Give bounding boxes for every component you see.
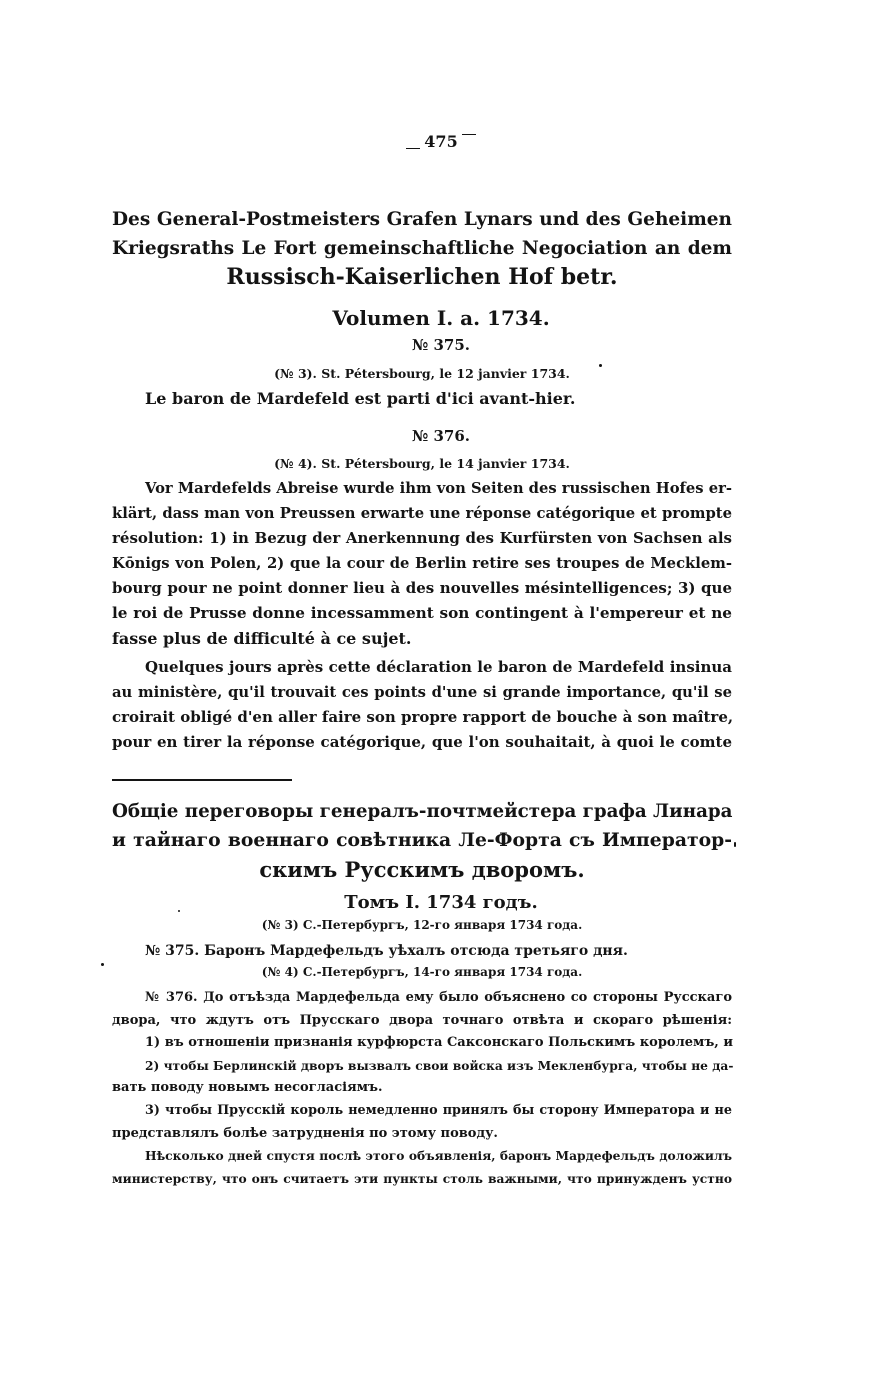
section-divider [112,779,292,781]
paragraph-line: 2) чтобы Берлинскій дворъ вызвалъ свои войска изъ Мекленбурга, чтобы не да- [145,1057,734,1073]
paragraph-line: вать поводу новымъ несогласіямъ. [112,1080,383,1096]
paragraph-line: Vor Mardefelds Abreise wurde ihm von Seiten des russischen Hofes er- [145,480,732,497]
german-doc-376-paragraph-1 [112,476,732,651]
russian-volume: Томъ I. 1734 годъ. [344,892,538,913]
paragraph-line: представлялъ болѣе затрудненія по этому поводу. [112,1125,498,1141]
german-doc-376-paragraph-2 [112,655,732,755]
german-title-line: Des General-Postmeisters Grafen Lynars und des Geheimen [112,209,732,230]
paragraph-line: klärt, dass man von Preussen erwarte une réponse catégorique et prompte [112,505,732,522]
page-number-dash-right [462,134,476,136]
print-speck [734,842,736,847]
page-number-text: 475 [424,132,458,151]
german-title [112,205,732,292]
paragraph-line: 3) чтобы Прусскій король немедленно принялъ бы сторону Императора и не [145,1102,732,1118]
page-number [0,132,882,151]
german-doc-number-376: № 376. [411,427,471,445]
print-speck [599,364,602,367]
russian-doc-375-header: (№ 3) С.-Петербургъ, 12-го января 1734 года. [261,918,583,932]
print-speck [101,963,104,966]
paragraph-line: министерству, что онъ считаетъ эти пункты столь важными, что принужденъ устно [112,1170,732,1186]
paragraph-line: croirait obligé d'en aller faire son propre rapport de bouche à son maître, [112,708,734,726]
paragraph-line: bourg pour ne point donner lieu à des nouvelles mésintelligences; 3) que [112,579,732,597]
russian-doc-376-text [112,987,732,1190]
german-doc-number-375: № 375. [411,336,471,354]
russian-doc-375-text [112,940,732,963]
paragraph-line: 1) въ отношеніи признанія курфюрста Саксонскаго Польскимъ королемъ, и [145,1035,733,1051]
russian-title-line: и тайнаго военнаго совѣтника Ле-Форта съ Император- [112,829,732,851]
russian-doc-375-line: № 375. Баронъ Мардефельдъ уѣхалъ отсюда третьяго дня. [145,943,628,959]
german-volume: Volumen I. a. 1734. [332,306,550,330]
russian-title-line: скимъ Русскимъ дворомъ. [259,857,585,882]
paragraph-line: Нѣсколько дней спустя послѣ этого объявленія, баронъ Мардефельдъ доложилъ [145,1148,732,1164]
german-doc-376-header: (№ 4). St. Pétersbourg, le 14 janvier 1734. [274,456,570,471]
paragraph-line: Quelques jours après cette déclaration le baron de Mardefeld insinua [145,658,732,676]
page-number-dash-left [406,148,420,150]
paragraph-line: fasse plus de difficulté à ce sujet. [112,629,412,648]
paragraph-line: № 376. До отъѣзда Мардефельда ему было объяснено со стороны Русскаго [145,990,732,1005]
russian-title-line: Общіе переговоры генералъ-почтмейстера графа Линара [112,801,733,822]
russian-doc-376-header: (№ 4) С.-Петербургъ, 14-го января 1734 года. [261,965,583,979]
paragraph-line: Kōnigs von Polen, 2) que la cour de Berlin retire ses troupes de Mecklem- [112,555,732,572]
paragraph-line: le roi de Prusse donne incessamment son contingent à l'empereur et ne [112,604,732,622]
german-title-line: Russisch-Kaiserlichen Hof betr. [226,264,618,290]
german-doc-375-header: (№ 3). St. Pétersbourg, le 12 janvier 1734. [274,366,570,381]
paragraph-line: résolution: 1) in Bezug der Anerkennung des Kurfürsten von Sachsen als [112,529,732,547]
german-title-line: Kriegsraths Le Fort gemeinschaftliche Negociation an dem [112,238,732,259]
paragraph-line: au ministère, qu'il trouvait ces points d'une si grande importance, qu'il se [112,684,732,701]
german-doc-375-line: Le baron de Mardefeld est parti d'ici avant-hier. [145,389,576,408]
paragraph-line: pour en tirer la réponse catégorique, que l'on souhaitait, à quoi le comte [112,733,732,751]
german-doc-375-text [112,386,732,411]
print-speck [178,910,180,912]
russian-title [112,797,732,884]
paragraph-line: двора, что ждутъ отъ Прусскаго двора точнаго отвѣта и скораго рѣшенія: [112,1012,732,1028]
